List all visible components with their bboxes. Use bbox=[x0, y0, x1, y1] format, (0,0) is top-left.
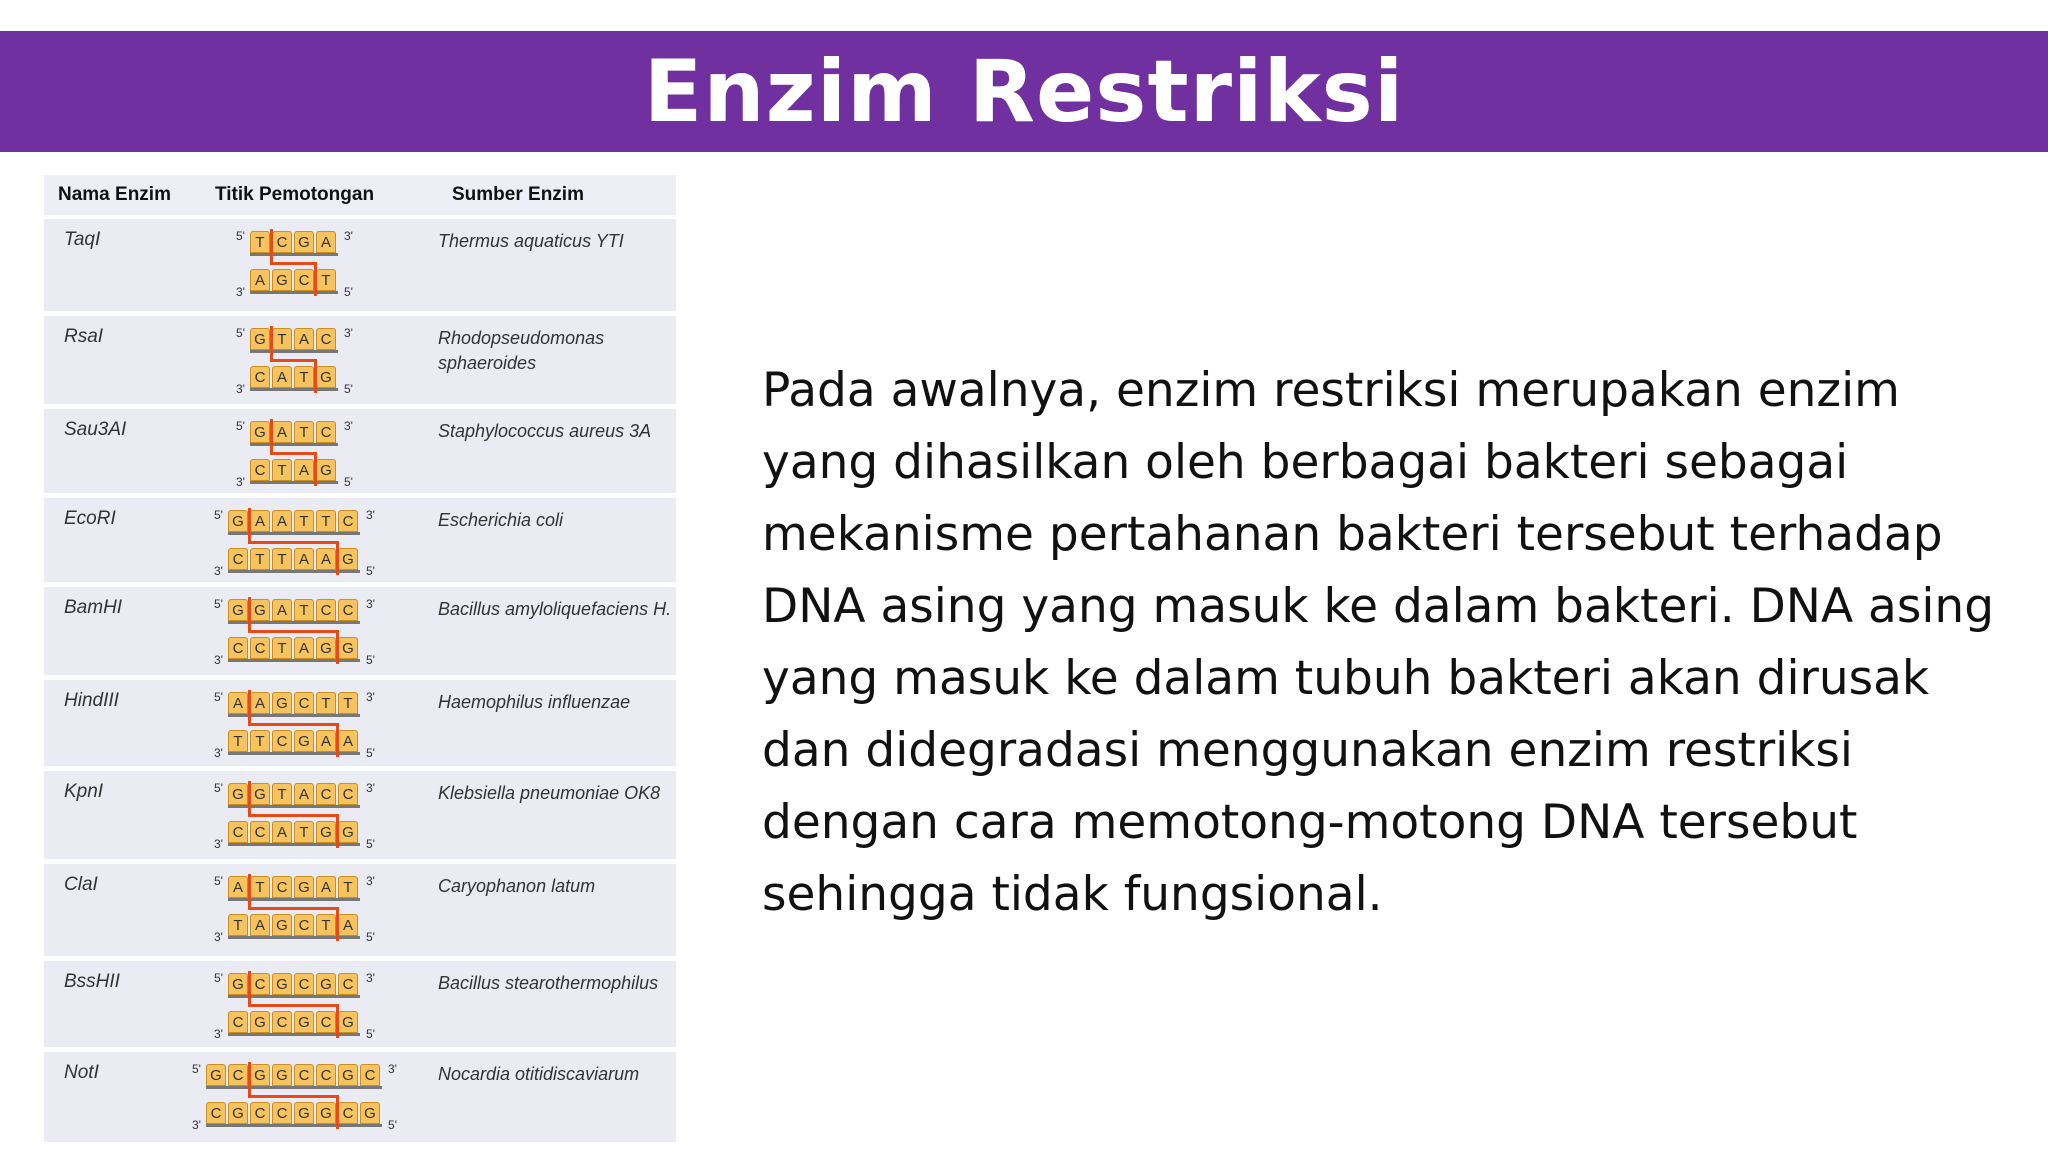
strand-end-label: 3' bbox=[366, 874, 375, 888]
base-sequence bbox=[228, 548, 360, 573]
strand-end-label: 3' bbox=[366, 597, 375, 611]
strand-end-label: 3' bbox=[214, 746, 223, 760]
strand-end-label: 3' bbox=[366, 781, 375, 795]
cut-line bbox=[336, 907, 339, 941]
cut-line bbox=[270, 326, 273, 360]
nucleotide-base: A bbox=[294, 459, 314, 481]
title-bar bbox=[0, 31, 2048, 152]
cut-line bbox=[248, 630, 339, 633]
nucleotide-base: C bbox=[316, 421, 336, 443]
base-sequence bbox=[250, 269, 338, 294]
strand-end-label: 5' bbox=[366, 653, 375, 667]
table-row bbox=[44, 680, 676, 771]
top-strand bbox=[214, 969, 400, 1007]
strand-end-label: 5' bbox=[366, 837, 375, 851]
nucleotide-base: C bbox=[294, 269, 314, 291]
body-paragraph: Pada awalnya, enzim restriksi merupakan enzim yang dihasilkan oleh berbagai bakteri sebagai mekanisme pertahanan bakteri tersebut terhadap DNA asing yang masuk ke dalam bakteri. DNA asing yang masuk ke dalam tubuh bakteri akan dirusak dan didegradasi menggunakan enzim restriksi dengan cara memotong-motong DNA tersebut sehingga tidak fungsional. bbox=[762, 363, 1995, 922]
strand-end-label: 3' bbox=[344, 419, 353, 433]
cut-line bbox=[270, 229, 273, 263]
enzyme-source: Nocardia otitidiscaviarum bbox=[438, 1064, 640, 1084]
nucleotide-base: T bbox=[272, 328, 292, 350]
strand-end-label: 5' bbox=[366, 930, 375, 944]
nucleotide-base: A bbox=[250, 269, 270, 291]
enzyme-source: Bacillus stearothermophilus bbox=[438, 973, 659, 993]
nucleotide-base: G bbox=[250, 1011, 270, 1033]
nucleotide-base: T bbox=[294, 366, 314, 388]
nucleotide-base: C bbox=[250, 1102, 270, 1124]
strand-end-label: 5' bbox=[214, 597, 223, 611]
nucleotide-base: A bbox=[272, 421, 292, 443]
enzyme-name: EcoRI bbox=[64, 508, 116, 529]
top-strand bbox=[214, 595, 400, 633]
cut-site-diagram bbox=[236, 227, 378, 303]
nucleotide-base: A bbox=[316, 876, 336, 898]
nucleotide-base: G bbox=[228, 1102, 248, 1124]
nucleotide-base: G bbox=[250, 421, 270, 443]
nucleotide-base: G bbox=[294, 1102, 314, 1124]
strand-end-label: 3' bbox=[214, 837, 223, 851]
nucleotide-base: A bbox=[250, 692, 270, 714]
cut-line bbox=[248, 1095, 339, 1098]
nucleotide-base: G bbox=[338, 1011, 358, 1033]
nucleotide-base: A bbox=[338, 730, 358, 752]
enzyme-source: Caryophanon latum bbox=[438, 876, 596, 896]
base-sequence bbox=[206, 1064, 382, 1089]
nucleotide-base: T bbox=[338, 876, 358, 898]
nucleotide-base: G bbox=[294, 730, 314, 752]
nucleotide-base: C bbox=[250, 366, 270, 388]
nucleotide-base: T bbox=[316, 269, 336, 291]
nucleotide-base: G bbox=[316, 821, 336, 843]
nucleotide-base: C bbox=[272, 231, 292, 253]
base-sequence bbox=[206, 1102, 382, 1127]
nucleotide-base: C bbox=[250, 459, 270, 481]
nucleotide-base: G bbox=[338, 548, 358, 570]
nucleotide-base: G bbox=[316, 366, 336, 388]
cut-line bbox=[248, 907, 339, 910]
strand-end-label: 5' bbox=[366, 746, 375, 760]
nucleotide-base: C bbox=[338, 783, 358, 805]
nucleotide-base: T bbox=[294, 421, 314, 443]
cut-line bbox=[270, 262, 317, 265]
nucleotide-base: C bbox=[228, 637, 248, 659]
cut-site-diagram bbox=[214, 595, 400, 671]
nucleotide-base: A bbox=[294, 783, 314, 805]
enzyme-source: Thermus aquaticus YTI bbox=[438, 231, 624, 251]
nucleotide-base: A bbox=[272, 821, 292, 843]
strand-end-label: 3' bbox=[344, 326, 353, 340]
table-row bbox=[44, 864, 676, 961]
nucleotide-base: C bbox=[228, 1064, 248, 1086]
nucleotide-base: C bbox=[272, 1102, 292, 1124]
cut-line bbox=[248, 541, 339, 544]
enzyme-name: RsaI bbox=[64, 326, 104, 347]
strand-end-label: 3' bbox=[366, 971, 375, 985]
nucleotide-base: C bbox=[316, 1011, 336, 1033]
strand-end-label: 3' bbox=[214, 564, 223, 578]
nucleotide-base: G bbox=[206, 1064, 226, 1086]
nucleotide-base: T bbox=[316, 692, 336, 714]
strand-end-label: 5' bbox=[214, 690, 223, 704]
table-row bbox=[44, 587, 676, 680]
strand-end-label: 5' bbox=[236, 326, 245, 340]
nucleotide-base: G bbox=[272, 914, 292, 936]
nucleotide-base: C bbox=[338, 510, 358, 532]
strand-end-label: 5' bbox=[214, 781, 223, 795]
nucleotide-base: G bbox=[228, 599, 248, 621]
nucleotide-base: C bbox=[294, 914, 314, 936]
nucleotide-base: G bbox=[316, 459, 336, 481]
strand-end-label: 5' bbox=[236, 229, 245, 243]
bottom-strand bbox=[214, 544, 400, 582]
nucleotide-base: T bbox=[250, 231, 270, 253]
cut-site-diagram bbox=[236, 417, 378, 493]
cut-site-diagram bbox=[214, 779, 400, 855]
base-sequence bbox=[250, 328, 338, 353]
strand-end-label: 5' bbox=[366, 564, 375, 578]
strand-end-label: 3' bbox=[214, 1027, 223, 1041]
table-row bbox=[44, 316, 676, 409]
enzyme-source: Staphylococcus aureus 3A bbox=[438, 421, 652, 441]
nucleotide-base: A bbox=[316, 730, 336, 752]
nucleotide-base: C bbox=[294, 1064, 314, 1086]
nucleotide-base: G bbox=[250, 599, 270, 621]
nucleotide-base: A bbox=[228, 692, 248, 714]
table-row bbox=[44, 498, 676, 587]
cut-line bbox=[270, 419, 273, 453]
top-strand bbox=[214, 688, 400, 726]
cut-line bbox=[336, 1004, 339, 1038]
base-sequence bbox=[250, 366, 338, 391]
table-row bbox=[44, 409, 676, 498]
cut-line bbox=[248, 874, 251, 908]
cut-line bbox=[248, 597, 251, 631]
nucleotide-base: G bbox=[294, 1011, 314, 1033]
strand-end-label: 5' bbox=[214, 971, 223, 985]
strand-end-label: 3' bbox=[344, 229, 353, 243]
nucleotide-base: G bbox=[228, 783, 248, 805]
table-body bbox=[44, 219, 676, 1147]
nucleotide-base: T bbox=[272, 783, 292, 805]
strand-end-label: 3' bbox=[214, 930, 223, 944]
nucleotide-base: G bbox=[338, 637, 358, 659]
nucleotide-base: G bbox=[294, 231, 314, 253]
bottom-strand bbox=[214, 817, 400, 855]
slide-title: Enzim Restriksi bbox=[643, 41, 1405, 142]
nucleotide-base: G bbox=[316, 973, 336, 995]
bottom-strand bbox=[214, 1007, 400, 1045]
base-sequence bbox=[228, 637, 360, 662]
nucleotide-base: A bbox=[294, 328, 314, 350]
cut-line bbox=[248, 781, 251, 815]
nucleotide-base: A bbox=[272, 599, 292, 621]
nucleotide-base: G bbox=[360, 1102, 380, 1124]
nucleotide-base: C bbox=[316, 328, 336, 350]
nucleotide-base: A bbox=[294, 637, 314, 659]
nucleotide-base: A bbox=[228, 876, 248, 898]
nucleotide-base: C bbox=[228, 1011, 248, 1033]
nucleotide-base: C bbox=[316, 599, 336, 621]
strand-end-label: 5' bbox=[388, 1118, 397, 1132]
header-sumber-enzim: Sumber Enzim bbox=[452, 184, 584, 205]
strand-end-label: 5' bbox=[236, 419, 245, 433]
nucleotide-base: T bbox=[272, 637, 292, 659]
nucleotide-base: T bbox=[250, 548, 270, 570]
base-sequence bbox=[228, 1011, 360, 1036]
table-header bbox=[44, 175, 676, 219]
enzyme-source: Escherichia coli bbox=[438, 510, 564, 530]
nucleotide-base: A bbox=[250, 510, 270, 532]
nucleotide-base: G bbox=[272, 973, 292, 995]
nucleotide-base: G bbox=[316, 1102, 336, 1124]
strand-end-label: 3' bbox=[236, 285, 245, 299]
nucleotide-base: T bbox=[272, 459, 292, 481]
nucleotide-base: C bbox=[250, 973, 270, 995]
nucleotide-base: T bbox=[228, 730, 248, 752]
cut-line bbox=[248, 814, 339, 817]
strand-end-label: 3' bbox=[366, 690, 375, 704]
nucleotide-base: C bbox=[294, 973, 314, 995]
nucleotide-base: G bbox=[272, 692, 292, 714]
nucleotide-base: C bbox=[316, 783, 336, 805]
nucleotide-base: C bbox=[338, 973, 358, 995]
enzyme-name: ClaI bbox=[64, 874, 98, 895]
table-row bbox=[44, 771, 676, 864]
cut-line bbox=[248, 508, 251, 542]
cut-line bbox=[314, 359, 317, 393]
nucleotide-base: G bbox=[250, 328, 270, 350]
cut-line bbox=[248, 723, 339, 726]
nucleotide-base: C bbox=[206, 1102, 226, 1124]
nucleotide-base: T bbox=[294, 599, 314, 621]
nucleotide-base: C bbox=[272, 730, 292, 752]
cut-line bbox=[248, 971, 251, 1005]
nucleotide-base: G bbox=[250, 1064, 270, 1086]
enzyme-name: HindIII bbox=[64, 690, 119, 711]
nucleotide-base: T bbox=[228, 914, 248, 936]
strand-end-label: 5' bbox=[214, 874, 223, 888]
nucleotide-base: C bbox=[272, 876, 292, 898]
nucleotide-base: T bbox=[316, 914, 336, 936]
nucleotide-base: A bbox=[316, 548, 336, 570]
nucleotide-base: G bbox=[338, 821, 358, 843]
cut-line bbox=[336, 541, 339, 575]
strand-end-label: 5' bbox=[344, 475, 353, 489]
base-sequence bbox=[250, 231, 338, 256]
nucleotide-base: A bbox=[272, 510, 292, 532]
cut-site-diagram bbox=[192, 1060, 422, 1136]
cut-site-diagram bbox=[214, 506, 400, 582]
enzyme-name: TaqI bbox=[64, 229, 101, 250]
top-strand bbox=[214, 506, 400, 544]
strand-end-label: 3' bbox=[388, 1062, 397, 1076]
nucleotide-base: C bbox=[338, 1102, 358, 1124]
nucleotide-base: C bbox=[316, 1064, 336, 1086]
nucleotide-base: G bbox=[228, 510, 248, 532]
nucleotide-base: A bbox=[338, 914, 358, 936]
nucleotide-base: T bbox=[294, 821, 314, 843]
enzyme-source: Rhodopseudomonas sphaeroides bbox=[438, 328, 605, 373]
bottom-strand bbox=[214, 726, 400, 764]
nucleotide-base: G bbox=[316, 637, 336, 659]
strand-end-label: 5' bbox=[344, 382, 353, 396]
top-strand bbox=[192, 1060, 422, 1098]
cut-line bbox=[248, 1004, 339, 1007]
nucleotide-base: T bbox=[316, 510, 336, 532]
top-strand bbox=[214, 779, 400, 817]
enzyme-source: Haemophilus influenzae bbox=[438, 692, 631, 712]
bottom-strand bbox=[192, 1098, 422, 1136]
cut-line bbox=[270, 359, 317, 362]
nucleotide-base: T bbox=[338, 692, 358, 714]
bottom-strand bbox=[214, 633, 400, 671]
cut-line bbox=[270, 452, 317, 455]
enzyme-name: KpnI bbox=[64, 781, 104, 802]
enzyme-source: Bacillus amyloliquefaciens H. bbox=[438, 599, 672, 619]
enzyme-name: BamHI bbox=[64, 597, 123, 618]
cut-line bbox=[336, 1095, 339, 1129]
cut-line bbox=[336, 630, 339, 664]
base-sequence bbox=[228, 730, 360, 755]
nucleotide-base: C bbox=[272, 1011, 292, 1033]
cut-line bbox=[336, 814, 339, 848]
cut-line bbox=[336, 723, 339, 757]
strand-end-label: 3' bbox=[366, 508, 375, 522]
top-strand bbox=[214, 872, 400, 910]
nucleotide-base: A bbox=[272, 366, 292, 388]
nucleotide-base: T bbox=[272, 548, 292, 570]
nucleotide-base: G bbox=[250, 783, 270, 805]
nucleotide-base: T bbox=[250, 730, 270, 752]
nucleotide-base: C bbox=[250, 637, 270, 659]
nucleotide-base: G bbox=[294, 876, 314, 898]
nucleotide-base: C bbox=[338, 599, 358, 621]
enzyme-name: Sau3AI bbox=[64, 419, 127, 440]
nucleotide-base: C bbox=[294, 692, 314, 714]
base-sequence bbox=[228, 914, 360, 939]
table-row bbox=[44, 219, 676, 316]
cut-site-diagram bbox=[236, 324, 378, 400]
restriction-enzyme-table bbox=[44, 175, 676, 1147]
nucleotide-base: A bbox=[316, 231, 336, 253]
base-sequence bbox=[228, 821, 360, 846]
nucleotide-base: C bbox=[360, 1064, 380, 1086]
nucleotide-base: A bbox=[294, 548, 314, 570]
table-row bbox=[44, 1052, 676, 1147]
enzyme-source: Klebsiella pneumoniae OK8 bbox=[438, 783, 661, 803]
nucleotide-base: C bbox=[228, 548, 248, 570]
cut-line bbox=[248, 1062, 251, 1096]
nucleotide-base: G bbox=[272, 269, 292, 291]
nucleotide-base: T bbox=[250, 876, 270, 898]
cut-site-diagram bbox=[214, 688, 400, 764]
nucleotide-base: G bbox=[338, 1064, 358, 1086]
base-sequence bbox=[250, 459, 338, 484]
strand-end-label: 5' bbox=[366, 1027, 375, 1041]
strand-end-label: 5' bbox=[192, 1062, 201, 1076]
cut-line bbox=[314, 262, 317, 296]
nucleotide-base: C bbox=[228, 821, 248, 843]
strand-end-label: 3' bbox=[236, 475, 245, 489]
base-sequence bbox=[250, 421, 338, 446]
strand-end-label: 5' bbox=[344, 285, 353, 299]
bottom-strand bbox=[214, 910, 400, 948]
cut-site-diagram bbox=[214, 872, 400, 948]
header-titik-pemotongan: Titik Pemotongan bbox=[215, 184, 375, 205]
cut-site-diagram bbox=[214, 969, 400, 1045]
cut-line bbox=[314, 452, 317, 486]
nucleotide-base: G bbox=[228, 973, 248, 995]
strand-end-label: 3' bbox=[236, 382, 245, 396]
enzyme-name: BssHII bbox=[64, 971, 120, 992]
table-row bbox=[44, 961, 676, 1052]
nucleotide-base: C bbox=[250, 821, 270, 843]
nucleotide-base: A bbox=[250, 914, 270, 936]
strand-end-label: 3' bbox=[214, 653, 223, 667]
nucleotide-base: G bbox=[272, 1064, 292, 1086]
nucleotide-base: T bbox=[294, 510, 314, 532]
strand-end-label: 3' bbox=[192, 1118, 201, 1132]
cut-line bbox=[248, 690, 251, 724]
enzyme-name: NotI bbox=[64, 1062, 99, 1083]
header-nama-enzim: Nama Enzim bbox=[58, 184, 171, 205]
strand-end-label: 5' bbox=[214, 508, 223, 522]
